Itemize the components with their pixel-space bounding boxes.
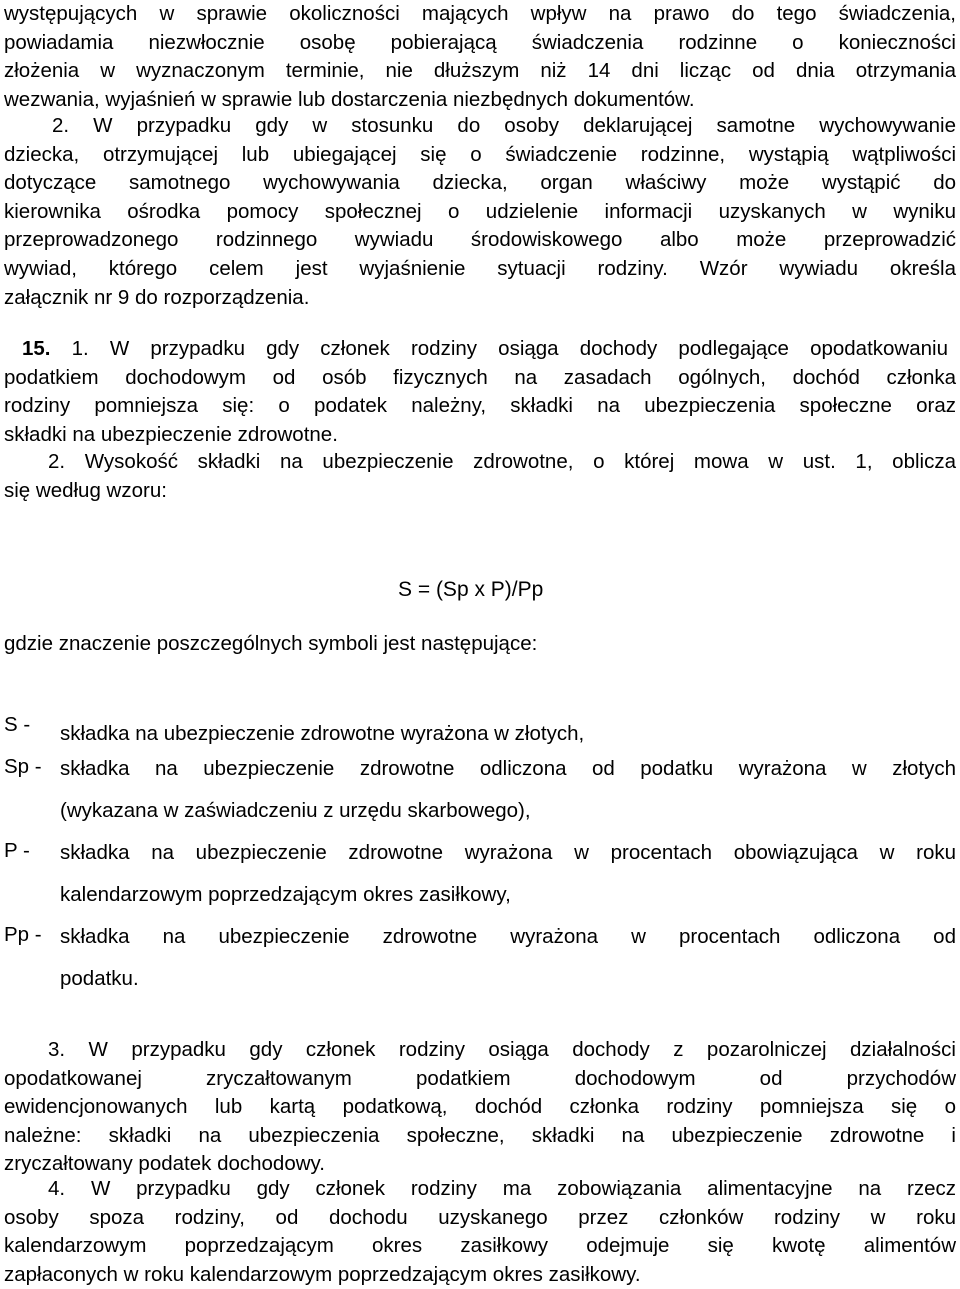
text-line: występujących w sprawie okoliczności mających wpływ na prawo do tego świadczenia, — [4, 2, 956, 25]
legend-intro: gdzie znaczenie poszczególnych symboli jest następujące: — [4, 632, 538, 655]
paragraph-3 — [4, 1036, 956, 1179]
paragraph-previous — [4, 0, 956, 114]
section-15-paragraph-2 — [4, 448, 956, 505]
text-line: zapłaconych w roku kalendarzowym poprzedzającym okres zasiłkowy. — [4, 1262, 641, 1286]
text-line: składki na ubezpieczenie zdrowotne. — [4, 422, 338, 446]
definition-s — [4, 713, 956, 755]
text-line: dotyczące samotnego wychowywania dziecka, organ właściwy może wystąpić do — [4, 171, 956, 195]
text-line: kierownika ośrodka pomocy społecznej o udzielenie informacji uzyskanych w wyniku — [4, 199, 956, 223]
text-line: opodatkowanej zryczałtowanym podatkiem dochodowym od przychodów — [4, 1066, 956, 1090]
definition-p — [4, 839, 956, 923]
text-line: osoby spoza rodziny, od dochodu uzyskanego przez członków rodziny w roku — [4, 1205, 956, 1229]
text-line: kalendarzowym poprzedzającym okres zasiłkowy odejmuje się kwotę alimentów — [4, 1234, 956, 1258]
text-line: rodziny pomniejsza się: o podatek należny, składki na ubezpieczenia społeczne oraz — [4, 394, 956, 418]
text-line: 2. W przypadku gdy w stosunku do osoby deklarującej samotne wychowywanie — [52, 114, 956, 137]
paragraph-2 — [4, 112, 956, 312]
definition-text: składka na ubezpieczenie zdrowotne wyrażona w procentach odliczona od podatku. — [60, 925, 956, 990]
symbol: Pp - — [4, 923, 42, 946]
text-line: dziecka, otrzymującej lub ubiegającej się o świadczenie rodzinne, wystąpią wątpliwości — [4, 142, 956, 166]
symbol: P - — [4, 839, 30, 862]
definition-pp — [4, 923, 956, 1007]
paragraph-4 — [4, 1175, 956, 1289]
text-line: powiadamia niezwłocznie osobę pobierającą świadczenia rodzinne o konieczności — [4, 30, 956, 54]
text-line: należne: składki na ubezpieczenia społeczne, składki na ubezpieczenie zdrowotne i — [4, 1123, 956, 1147]
text-line: wezwania, wyjaśnień w sprawie lub dostarczenia niezbędnych dokumentów. — [4, 87, 695, 111]
text-line: wywiad, którego celem jest wyjaśnienie sytuacji rodziny. Wzór wywiadu określa — [4, 256, 956, 280]
text-line: zryczałtowany podatek dochodowy. — [4, 1152, 325, 1176]
text-line: 4. W przypadku gdy członek rodziny ma zobowiązania alimentacyjne na rzecz — [48, 1177, 956, 1200]
text-line: 15. 1. W przypadku gdy członek rodziny osiąga dochody podlegające opodatkowaniu — [22, 337, 948, 360]
symbol: Sp - — [4, 755, 42, 778]
definition-text: składka na ubezpieczenie zdrowotne odliczona od podatku wyrażona w złotych (wykazana w zaświadczeniu z urzędu skarbowego), — [60, 757, 956, 822]
text-line: się według wzoru: — [4, 478, 167, 502]
definition-sp — [4, 755, 956, 839]
definition-text: składka na ubezpieczenie zdrowotne wyrażona w procentach obowiązująca w roku kalendarzowym poprzedzającym okres zasiłkowy, — [60, 841, 956, 906]
definition-text: składka na ubezpieczenie zdrowotne wyrażona w złotych, — [60, 722, 585, 745]
section-number: 15. — [22, 337, 51, 360]
text-line: 3. W przypadku gdy członek rodziny osiąga dochody z pozarolniczej działalności — [48, 1038, 956, 1061]
text-line: 2. Wysokość składki na ubezpieczenie zdrowotne, o której mowa w ust. 1, oblicza — [48, 450, 956, 473]
symbol: S - — [4, 713, 31, 736]
text-line: złożenia w wyznaczonym terminie, nie dłuższym niż 14 dni licząc od dnia otrzymania — [4, 59, 956, 83]
text-line: ewidencjonowanych lub kartą podatkową, dochód członka rodziny pomniejsza się o — [4, 1095, 956, 1119]
text-line: przeprowadzonego rodzinnego wywiadu środowiskowego albo może przeprowadzić — [4, 228, 956, 252]
formula: S = (Sp x P)/Pp — [398, 578, 544, 601]
text-line: załącznik nr 9 do rozporządzenia. — [4, 285, 310, 309]
text-line: podatkiem dochodowym od osób fizycznych na zasadach ogólnych, dochód członka — [4, 365, 956, 389]
section-15-paragraph-1 — [4, 335, 956, 449]
